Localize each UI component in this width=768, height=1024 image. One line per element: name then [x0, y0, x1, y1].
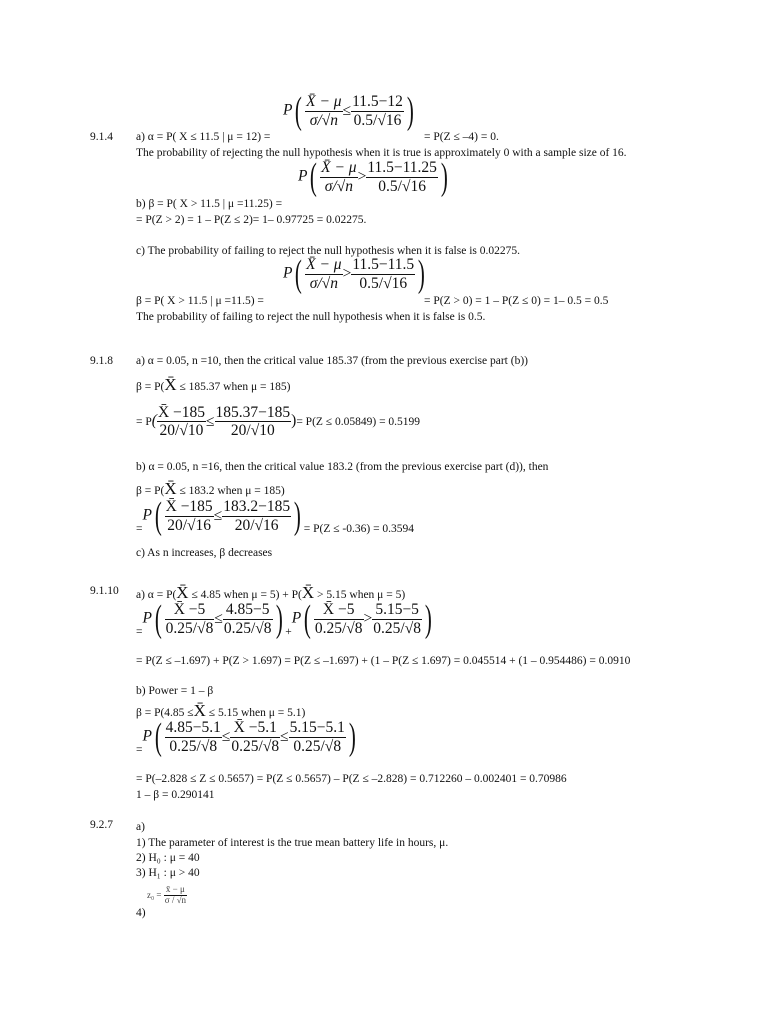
alpha-result-9110: = P(Z ≤ –1.697) + P(Z > 1.697) = P(Z ≤ –1.697) + (1 – P(Z ≤ 1.697) = 0.045514 + (1 – 0.954486) = 0.0910	[136, 655, 631, 667]
xbar-symbol: X̄	[193, 701, 206, 720]
formula-914c: P( $\frac{X̄ - \mu}{\sigma/√n}$ > $\frac{11.5-11.5}{0.5/√16}$ )	[283, 253, 425, 295]
eq-prefix: =	[136, 626, 143, 638]
section-number-927: 9.2.7	[90, 819, 113, 831]
plus-sign: +	[285, 626, 292, 638]
relation: ≤	[342, 102, 352, 119]
formula-918b: =P( $\frac{X̄ -185}{20/√16}$ ≤ $\frac{183.2-185}{20/√16}$ ) = P(Z ≤ -0.36) = 0.3594	[136, 495, 415, 537]
eq-prefix: =	[136, 523, 143, 535]
section-number-9110: 9.1.10	[90, 585, 119, 597]
frac-num: X̄ −5	[314, 601, 364, 619]
step3-927: 3) H₁ : μ > 40	[136, 867, 200, 879]
frac-den: 0.25/√8	[293, 737, 342, 755]
note-914a: The probability of rejecting the null hypothesis when it is true is approximately 0 with a sample size of 16.	[136, 147, 627, 159]
frac-num: x̄ − μ	[164, 885, 187, 896]
alpha-def-914: a) α = P( X ≤ 11.5 | μ = 12) =	[136, 131, 271, 143]
frac-num: X̄ − μ	[321, 159, 357, 177]
frac-den: 0.25/√8	[373, 619, 421, 637]
relation: >	[357, 168, 367, 185]
step4-927: 4)	[136, 907, 146, 919]
frac-num: 5.15−5	[372, 601, 422, 619]
frac-num: X̄ −5	[165, 601, 215, 619]
beta-prefix: β = P(	[136, 485, 165, 497]
frac-num: 4.85−5	[223, 601, 273, 619]
frac-den: 0.25/√8	[223, 619, 272, 637]
part-b-918: b) α = 0.05, n =16, then the critical value 183.2 (from the previous exercise part (d)), then	[136, 461, 549, 473]
note-914c2: The probability of failing to reject the null hypothesis when it is false is 0.5.	[136, 311, 486, 323]
xbar-symbol: X̄	[301, 583, 315, 602]
alpha-result-914: = P(Z ≤ –4) = 0.	[424, 131, 499, 143]
frac-num: X̄ − μ	[306, 256, 342, 274]
beta-result-914c: = P(Z > 0) = 1 – P(Z ≤ 0) = 1– 0.5 = 0.5	[424, 295, 609, 307]
frac-den: σ/√n	[309, 111, 338, 129]
frac-den: 0.25/√8	[231, 737, 280, 755]
beta-suffix: ≤ 5.15 when μ = 5.1)	[205, 707, 306, 719]
frac-num: 183.2−185	[223, 498, 291, 516]
formula-918a: = P( $\frac{X̄ -185}{20/√10}$ ≤ $\frac{185.37-185}{20/√10}$ )= P(Z ≤ 0.05849) = 0.5199	[136, 404, 421, 440]
frac-num: 11.5−12	[352, 93, 403, 111]
frac-den: 0.5/√16	[353, 111, 402, 129]
formula-9110a: =P( $\frac{X̄ -5}{0.25/√8}$ ≤ $\frac{4.85-5}{0.25/√8}$ ) +P( $\frac{X̄ -5}{0.25/√8}$ > $\frac{5.15-5}{0.25/√8}$ )	[136, 598, 432, 640]
note-914c: c) The probability of failing to reject the null hypothesis when it is false is 0.02275.	[136, 245, 521, 257]
frac-num: 5.15−5.1	[289, 719, 345, 737]
frac-den: 0.5/√16	[359, 274, 408, 292]
beta-result-914b: = P(Z > 2) = 1 – P(Z ≤ 2)= 1– 0.97725 = 0.02275.	[136, 214, 367, 226]
frac-den: 0.25/√8	[314, 619, 363, 637]
relation: ≤	[214, 610, 223, 627]
z-label: z₀ =	[147, 889, 162, 900]
frac-num: 11.5−11.5	[352, 256, 415, 274]
eq-prefix: =	[136, 744, 143, 756]
relation: ≤	[213, 507, 223, 524]
frac-num: 4.85−5.1	[165, 719, 221, 737]
part-a-927: a)	[136, 821, 145, 833]
power-result-9110: 1 – β = 0.290141	[136, 789, 215, 801]
formula-914b: P( $\frac{X̄ - \mu}{\sigma/√n}$ > $\frac{11.5-11.25}{0.5/√16}$ )	[298, 156, 448, 198]
formula-914a: P( $\frac{X̄ - \mu}{\sigma/√n}$ ≤ $\frac{11.5-12}{0.5/√16}$ )	[283, 90, 414, 132]
frac-den: σ/√n	[309, 274, 338, 292]
frac-num: X̄ − μ	[306, 93, 342, 111]
beta-def-914c: β = P( X > 11.5 | μ =11.5) =	[136, 295, 264, 307]
frac-num: 185.37−185	[215, 404, 291, 421]
result-918b: = P(Z ≤ -0.36) = 0.3594	[303, 523, 415, 535]
result-918a: = P(Z ≤ 0.05849) = 0.5199	[296, 416, 421, 429]
formula-9110b: =P( $\frac{4.85-5.1}{0.25/√8}$ ≤ $\frac{X̄ -5.1}{0.25/√8}$ ≤ $\frac{5.15-5.1}{0.25/√8}$ )	[136, 716, 356, 758]
alpha-suffix: > 5.15 when μ = 5)	[314, 589, 406, 601]
relation: >	[363, 610, 373, 627]
beta-prefix: β = P(	[136, 381, 165, 393]
frac-den: 20/√16	[234, 516, 279, 534]
section-number-914: 9.1.4	[90, 131, 113, 143]
frac-den: 20/√10	[159, 422, 204, 440]
relation: ≤	[206, 412, 215, 430]
xbar-symbol: X̄	[164, 479, 177, 498]
test-statistic-927	[147, 885, 187, 906]
frac-num: X̄ −185	[165, 498, 213, 516]
frac-num: X̄ −185	[157, 404, 205, 421]
power-def-9110: b) Power = 1 – β	[136, 685, 214, 697]
eq-prefix: = P	[136, 416, 152, 429]
xbar-symbol: X̄	[164, 375, 177, 394]
relation: >	[342, 265, 352, 282]
xbar-symbol: X̄	[176, 583, 189, 602]
frac-num: X̄ −5.1	[230, 719, 280, 737]
part-a-918: a) α = 0.05, n =10, then the critical value 185.37 (from the previous exercise part (b))	[136, 355, 528, 367]
beta-def-914b: b) β = P( X > 11.5 | μ =11.25) =	[136, 198, 283, 210]
beta-prefix: β = P(4.85 ≤	[136, 707, 194, 719]
frac-den: 20/√10	[230, 422, 275, 440]
part-c-918: c) As n increases, β decreases	[136, 547, 273, 559]
frac-den: 20/√16	[167, 516, 212, 534]
step2-927: 2) H₀ : μ = 40	[136, 852, 200, 864]
frac-den: σ/√n	[324, 177, 353, 195]
beta-suffix: ≤ 183.2 when μ = 185)	[176, 485, 285, 497]
frac-num: 11.5−11.25	[367, 159, 437, 177]
beta-def-918a	[136, 376, 290, 394]
step1-927: 1) The parameter of interest is the true mean battery life in hours, μ.	[136, 837, 449, 849]
section-number-918: 9.1.8	[90, 355, 113, 367]
frac-den: σ / √n	[164, 894, 187, 905]
relation: ≤	[221, 728, 231, 745]
alpha-mid: ≤ 4.85 when μ = 5) + P(	[188, 589, 302, 601]
beta-suffix: ≤ 185.37 when μ = 185)	[176, 381, 291, 393]
frac-den: 0.25/√8	[165, 619, 214, 637]
beta-result-9110: = P(–2.828 ≤ Z ≤ 0.5657) = P(Z ≤ 0.5657) – P(Z ≤ –2.828) = 0.712260 – 0.002401 = 0.70986	[136, 773, 567, 785]
frac-den: 0.5/√16	[378, 177, 426, 195]
alpha-def-9110	[136, 584, 405, 602]
relation: ≤	[280, 728, 289, 745]
frac-den: 0.25/√8	[169, 737, 218, 755]
alpha-prefix: a) α = P(	[136, 589, 177, 601]
